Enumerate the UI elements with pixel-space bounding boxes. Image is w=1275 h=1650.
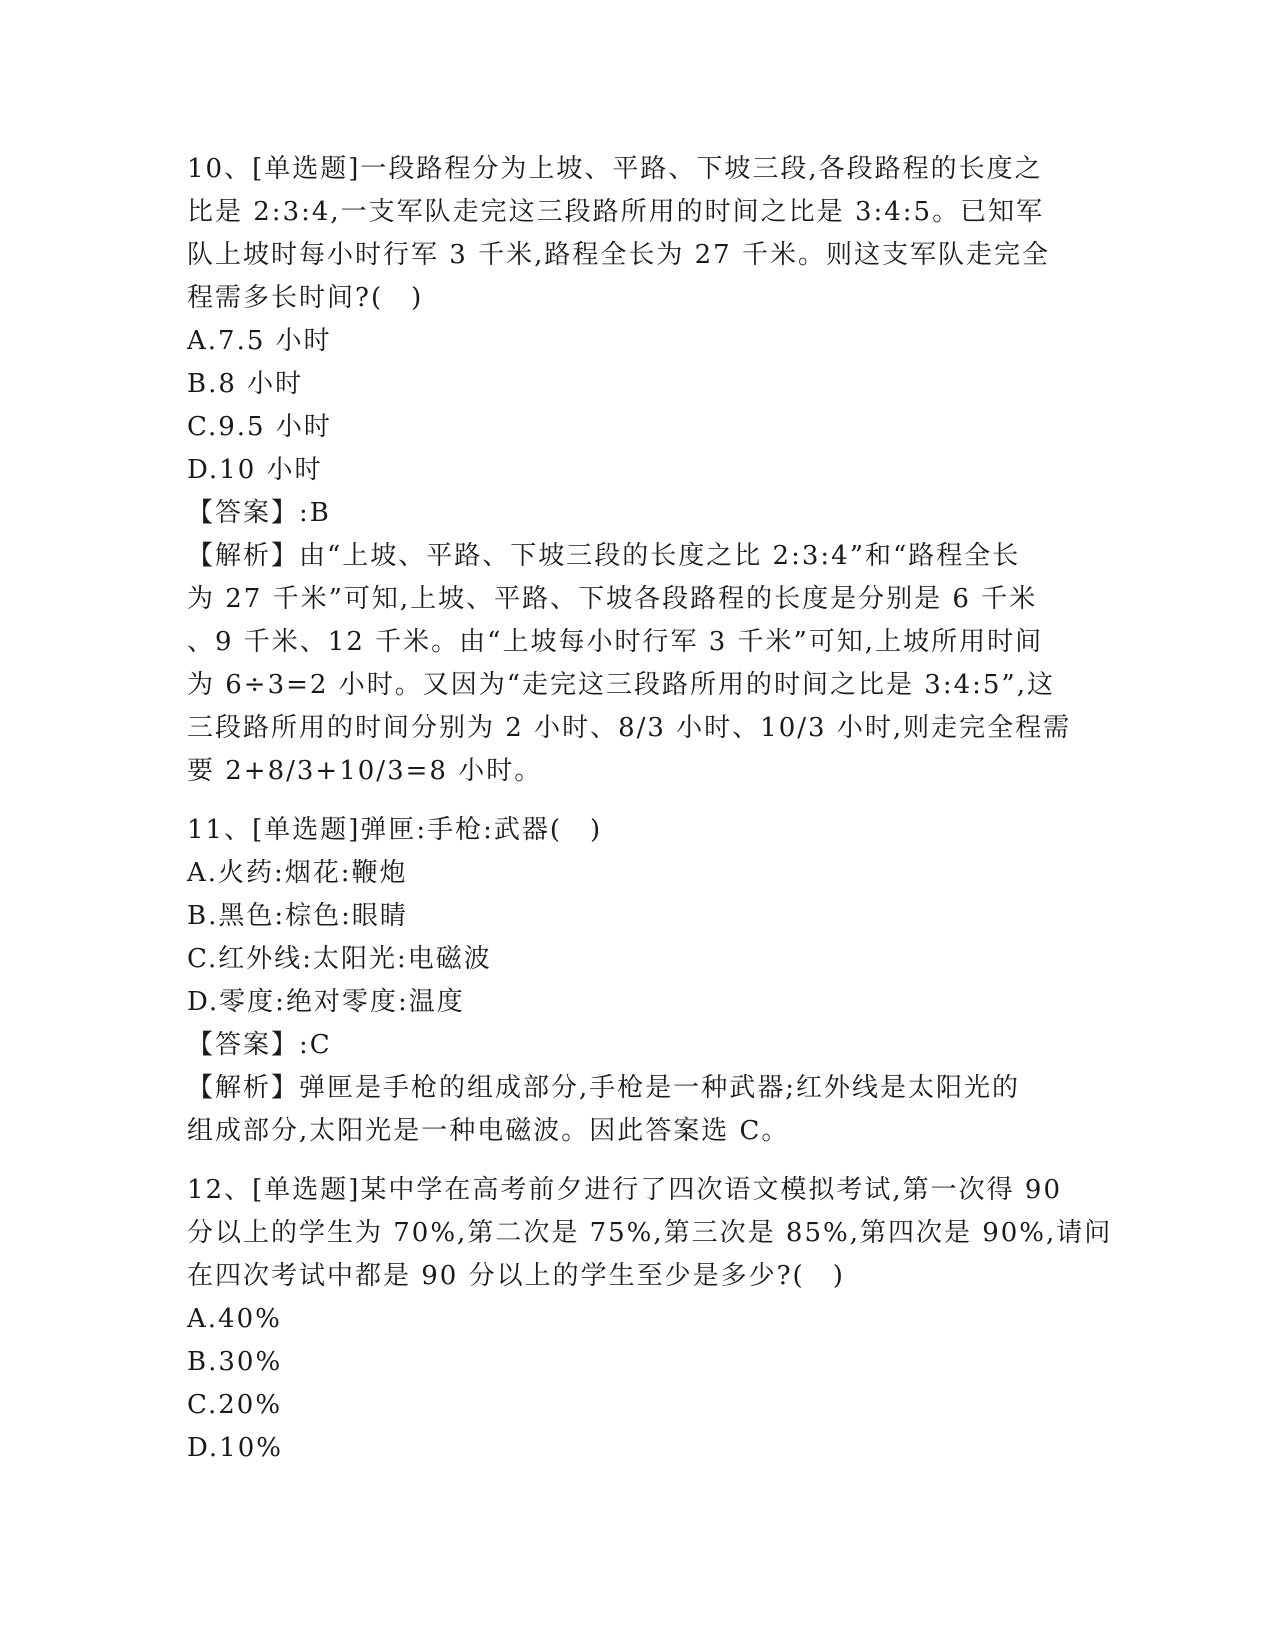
option-b: B.黑色:棕色:眼睛 <box>187 901 408 931</box>
answer-line: 【答案】:B <box>187 498 331 528</box>
option-a: A.7.5 小时 <box>187 326 332 356</box>
option-a: A.火药:烟花:鞭炮 <box>187 858 408 888</box>
question-stem-line: 10、[单选题]一段路程分为上坡、平路、下坡三段,各段路程的长度之 <box>187 154 1043 184</box>
question-stem-line: 11、[单选题]弹匣:手枪:武器( ) <box>187 815 603 845</box>
explanation-line: 【解析】由“上坡、平路、下坡三段的长度之比 2:3:4”和“路程全长 <box>187 541 1021 571</box>
question-12 <box>187 1169 1113 1470</box>
explanation-line: 为 6÷3=2 小时。又因为“走完这三段路所用的时间之比是 3:4:5”,这 <box>187 670 1055 700</box>
option-c: C.红外线:太阳光:电磁波 <box>187 944 492 974</box>
question-stem-line: 比是 2:3:4,一支军队走完这三段路所用的时间之比是 3:4:5。已知军 <box>187 197 1045 227</box>
document-page <box>187 148 1113 1470</box>
option-a: A.40% <box>187 1304 282 1334</box>
answer-line: 【答案】:C <box>187 1030 332 1060</box>
option-d: D.10% <box>187 1433 283 1463</box>
option-d: D.零度:绝对零度:温度 <box>187 987 465 1017</box>
explanation-line: 【解析】弹匣是手枪的组成部分,手枪是一种武器;红外线是太阳光的 <box>187 1073 1021 1103</box>
explanation-line: 组成部分,太阳光是一种电磁波。因此答案选 C。 <box>187 1116 790 1146</box>
option-c: C.20% <box>187 1390 283 1420</box>
option-b: B.8 小时 <box>187 369 304 399</box>
question-11 <box>187 809 1092 1153</box>
question-stem-line: 12、[单选题]某中学在高考前夕进行了四次语文模拟考试,第一次得 90 <box>187 1175 1062 1205</box>
question-stem-line: 分以上的学生为 70%,第二次是 75%,第三次是 85%,第四次是 90%,请问 <box>187 1218 1113 1248</box>
explanation-line: 、9 千米、12 千米。由“上坡每小时行军 3 千米”可知,上坡所用时间 <box>187 627 1044 657</box>
question-spacer <box>187 793 1092 809</box>
explanation-line: 为 27 千米”可知,上坡、平路、下坡各段路程的长度是分别是 6 千米 <box>187 584 1038 614</box>
explanation-line: 要 2+8/3+10/3=8 小时。 <box>187 756 543 786</box>
option-d: D.10 小时 <box>187 455 323 485</box>
option-c: C.9.5 小时 <box>187 412 332 442</box>
question-10 <box>187 148 1092 793</box>
question-stem-line: 在四次考试中都是 90 分以上的学生至少是多少?( ) <box>187 1261 845 1291</box>
explanation-line: 三段路所用的时间分别为 2 小时、8/3 小时、10/3 小时,则走完全程需 <box>187 713 1072 743</box>
option-b: B.30% <box>187 1347 283 1377</box>
question-stem-line: 队上坡时每小时行军 3 千米,路程全长为 27 千米。则这支军队走完全 <box>187 240 1050 270</box>
question-stem-line: 程需多长时间?( ) <box>187 283 424 313</box>
question-spacer <box>187 1153 1092 1169</box>
